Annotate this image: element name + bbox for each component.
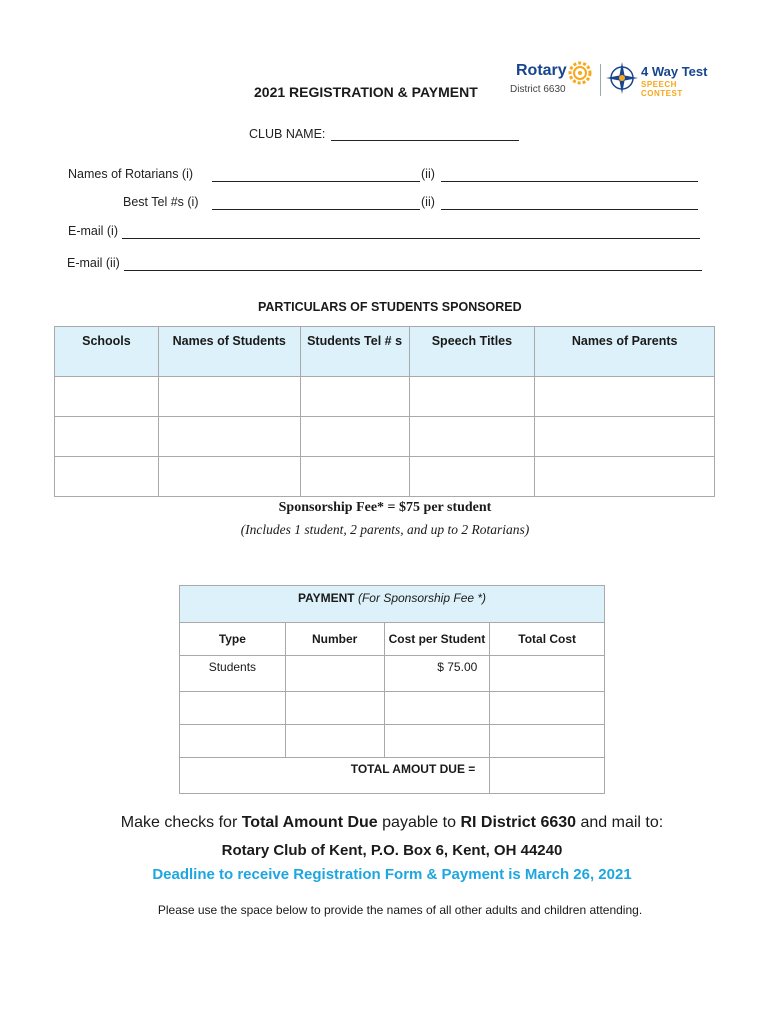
- table-row: [55, 377, 715, 417]
- table-cell[interactable]: [55, 377, 159, 417]
- table-cell[interactable]: [180, 692, 286, 725]
- sponsorship-fee: Sponsorship Fee* = $75 per student: [278, 500, 492, 515]
- row-type-students: Students: [180, 656, 286, 692]
- email-1-label: E-mail (i): [68, 224, 118, 238]
- payment-table: [179, 585, 605, 794]
- table-cell[interactable]: [535, 417, 715, 457]
- table-cell[interactable]: [285, 692, 384, 725]
- total-amount-field[interactable]: [490, 758, 605, 794]
- table-cell[interactable]: [490, 725, 605, 758]
- col-cost-per-student: Cost per Student: [384, 623, 490, 656]
- table-cell[interactable]: [285, 725, 384, 758]
- rotarians-label: Names of Rotarians (i): [68, 167, 194, 181]
- logo-divider: [600, 64, 601, 96]
- compass-icon: [606, 60, 638, 96]
- table-row: [180, 656, 605, 692]
- payment-title: PAYMENT: [297, 591, 355, 605]
- table-cell[interactable]: [384, 725, 490, 758]
- table-cell[interactable]: [409, 377, 535, 417]
- payment-header: [180, 586, 605, 623]
- tel-ii-label: (ii): [421, 195, 435, 209]
- total-cost-field[interactable]: [490, 656, 605, 692]
- table-cell[interactable]: [300, 377, 409, 417]
- col-type: Type: [180, 623, 286, 656]
- table-cell[interactable]: [158, 457, 300, 497]
- total-amount-label: TOTAL AMOUT DUE =: [180, 758, 490, 794]
- table-cell[interactable]: [384, 692, 490, 725]
- additional-attendees-note: Please use the space below to provide the names of all other adults and children attending.: [157, 903, 643, 917]
- col-total-cost: Total Cost: [490, 623, 605, 656]
- total-amount-due-text: Total Amount Due: [241, 814, 378, 831]
- four-way-test-title: 4 Way Test: [641, 64, 708, 79]
- payable-to-text: payable to: [377, 814, 461, 831]
- mail-to-text: and mail to:: [576, 814, 664, 831]
- col-speech-titles: Speech Titles: [409, 327, 535, 377]
- payment-header-row: [180, 586, 605, 623]
- students-section-title: PARTICULARS OF STUDENTS SPONSORED: [258, 300, 522, 314]
- payment-subtitle: (For Sponsorship Fee *): [357, 591, 487, 605]
- table-row: [180, 725, 605, 758]
- table-cell[interactable]: [55, 457, 159, 497]
- sponsorship-fee-note: (Includes 1 student, 2 parents, and up to 2 Rotarians): [240, 522, 530, 537]
- page-title: 2021 REGISTRATION & PAYMENT: [254, 84, 478, 100]
- cost-per-student-value: $ 75.00: [384, 656, 490, 692]
- table-cell[interactable]: [535, 377, 715, 417]
- table-cell[interactable]: [409, 457, 535, 497]
- speech-contest-label: SPEECH CONTEST: [641, 80, 683, 98]
- students-header-row: [55, 327, 715, 377]
- col-schools: Schools: [55, 327, 159, 377]
- rotary-logo-text: Rotary: [516, 62, 567, 79]
- table-cell[interactable]: [409, 417, 535, 457]
- students-table: [54, 326, 715, 497]
- tel-2-field[interactable]: [441, 209, 698, 210]
- table-row: [55, 417, 715, 457]
- district-label: District 6630: [510, 84, 566, 95]
- table-cell[interactable]: [300, 417, 409, 457]
- payment-columns-row: [180, 623, 605, 656]
- col-parent-names: Names of Parents: [535, 327, 715, 377]
- table-cell[interactable]: [180, 725, 286, 758]
- table-row: [180, 692, 605, 725]
- table-cell[interactable]: [55, 417, 159, 457]
- deadline-notice: Deadline to receive Registration Form & Payment is March 26, 2021: [152, 866, 632, 883]
- payment-instructions: [0, 814, 770, 832]
- tel-1-field[interactable]: [212, 209, 420, 210]
- rotary-wheel-icon: [568, 61, 592, 85]
- table-row: [55, 457, 715, 497]
- table-cell[interactable]: [490, 692, 605, 725]
- make-checks-text: Make checks for: [120, 814, 242, 831]
- mailing-address: Rotary Club of Kent, P.O. Box 6, Kent, OH 44240: [221, 842, 563, 859]
- rotarian-1-field[interactable]: [212, 181, 420, 182]
- col-student-tel: Students Tel # s: [300, 327, 409, 377]
- col-number: Number: [285, 623, 384, 656]
- rotarian-2-field[interactable]: [441, 181, 698, 182]
- table-cell[interactable]: [158, 417, 300, 457]
- club-name-field[interactable]: [331, 140, 519, 141]
- email-1-field[interactable]: [122, 238, 700, 239]
- rotary-logo: [508, 58, 713, 104]
- tel-label: Best Tel #s (i): [123, 195, 199, 209]
- payee-text: RI District 6630: [460, 814, 577, 831]
- total-row: [180, 758, 605, 794]
- email-2-field[interactable]: [124, 270, 702, 271]
- table-cell[interactable]: [535, 457, 715, 497]
- number-field[interactable]: [285, 656, 384, 692]
- table-cell[interactable]: [158, 377, 300, 417]
- email-2-label: E-mail (ii): [67, 256, 120, 270]
- rotarian-ii-label: (ii): [421, 167, 435, 181]
- club-name-label: CLUB NAME:: [249, 127, 326, 141]
- table-cell[interactable]: [300, 457, 409, 497]
- col-student-names: Names of Students: [158, 327, 300, 377]
